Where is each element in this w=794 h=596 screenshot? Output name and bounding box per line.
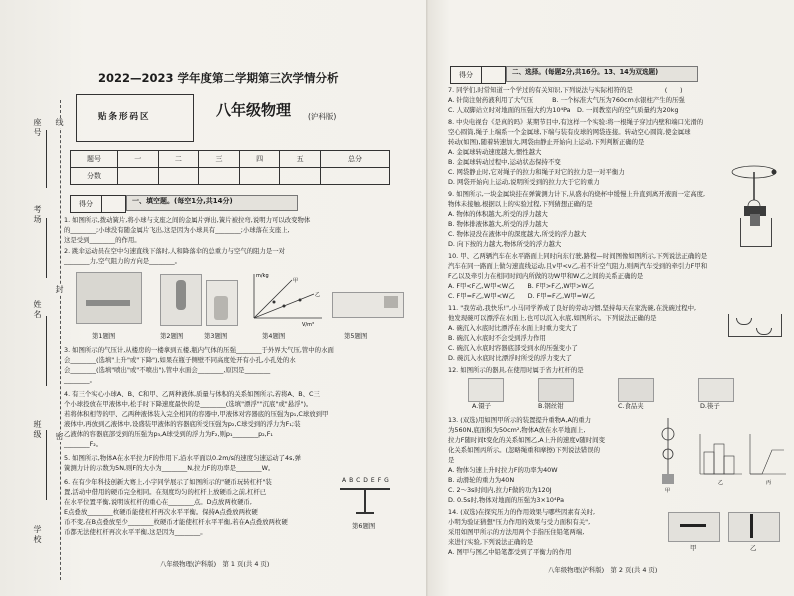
question-line: C. 碗沉入水底时容器底部受到水的压强变小了 <box>448 344 578 352</box>
section2-score-input[interactable] <box>482 67 506 84</box>
q13-figures <box>650 414 790 494</box>
seat-number-label: 座号 <box>33 118 42 138</box>
figure-caption: 第6题图 <box>352 522 376 530</box>
seal-char-seal: 封 <box>55 285 64 295</box>
lever-base <box>356 512 374 514</box>
name-label: 姓名 <box>33 300 42 320</box>
q13-graph-yi-bar <box>714 444 724 474</box>
q14-fig-label: 乙 <box>750 544 757 552</box>
question-line: 个小球投放在甲液体中,松手时下降速度最快的是________(选填"漂浮""沉底"或"悬浮")。 <box>64 400 313 408</box>
question-line: 在水平位置平衡,说明该杠杆的重心在________点。D点放两枚硬币, <box>64 498 252 506</box>
school-label: 学校 <box>33 525 42 545</box>
q9-metal-block <box>750 214 760 226</box>
section2-score-box <box>450 66 506 84</box>
question-line: D. 网袋开始向上运动,说明所受到的拉力大于它的重力 <box>448 178 600 186</box>
q14-hands-fig-jia <box>668 512 720 542</box>
question-line: B. 动滑轮的重力为40N <box>448 476 515 484</box>
question-line: 汽车在同一路面上做匀速直线运动,且v甲<v乙,若不计空气阻力,则两汽车受到的牵引力F甲和 <box>448 262 708 270</box>
question-line: 12. 如图所示的器具,在使用时属于省力杠杆的是 <box>448 366 584 374</box>
question-line: 9. 如图所示,一块金属块挂在弹簧测力计下,从盛水的烧杯中缓慢上升直到离开液面一定高度, <box>448 190 706 198</box>
section2-title: 二、选择。(每题2分,共16分。13、14为双选题) <box>512 68 659 76</box>
q14-pencil <box>750 514 753 538</box>
question-line: 置,活动中借用的硬币完全相同。在刻度均匀的杠杆上放硬币之前,杠杆已 <box>64 488 267 496</box>
question-line: 液体中,再放到乙液体中,设盛装甲液体的容器底所受压强为p₂,C球受到的浮力为F₁;装 <box>64 420 301 428</box>
q13-fig-label: 甲 <box>665 488 671 494</box>
question-line: A. 物体的体积越大,所受的浮力越大 <box>448 210 548 218</box>
q13-graph-bing-line <box>750 450 784 474</box>
section1-title: 一、填空题。(每空1分,共14分) <box>132 197 233 205</box>
question-line: B. 物体排液体越大,所受的浮力越大 <box>448 220 548 228</box>
section1-score-box <box>70 195 126 213</box>
question-line: A. 图甲与图乙中铅笔都受到了平衡力的作用 <box>448 548 572 556</box>
q14-pencil <box>680 524 706 527</box>
q4-point <box>299 299 302 302</box>
question-line: A. 物体匀速上升时拉力F的功率为40W <box>448 466 558 474</box>
score-table-header-cell: 一 <box>118 151 159 168</box>
question-line: ________F₂。 <box>64 440 103 448</box>
question-line: 会________(选填"喷出"或"不喷出"),管中水面会________,原因是________ <box>64 366 271 374</box>
question-line: 3. 如图所示的气压计,从楼房的一楼拿到五楼,瓶内气体的压强________于外界大气压,管中的水面 <box>64 346 334 354</box>
q4-graph <box>244 268 328 328</box>
score-table-header-cell: 题号 <box>71 151 118 168</box>
q4-point <box>273 301 276 304</box>
question-line: C. 人双脚站立时对地面的压强大约为10⁴Pa D. 一间教室内的空气质量约为20kg <box>448 106 679 114</box>
seal-char-secret: 密 <box>55 432 64 442</box>
question-line: 13. (双选)用如图甲所示的装置提升重物A,A的重力 <box>448 416 591 424</box>
q4-y-label: m/kg <box>256 273 269 279</box>
tool-label: C.食品夹 <box>618 402 644 410</box>
question-line: 物体未接触,根据以上的实验过程,下列猜想正确的是 <box>448 200 593 208</box>
question-line: 5. 如图所示,物体A在水平拉力F的作用下,沿水平面以0.2m/s的速度匀速运动了4s,弹 <box>64 454 301 462</box>
exam-room-label: 考场 <box>33 205 42 225</box>
question-line: E点叠放________枚硬币能使杠杆再次水平平衡。保持A点叠放两枚硬 <box>64 508 258 516</box>
question-line: 空心圆筒,绳子上端系一个金属球,下端与装有皮球的网袋连接。转动空心圆筒,使金属球 <box>448 128 691 136</box>
score-cell[interactable] <box>199 168 240 185</box>
question-line: D. 向下按的力越大,物体所受的浮力越大 <box>448 240 562 248</box>
question-line: D. 0.5s时,物体对地面的压强为3×10⁴Pa <box>448 496 565 504</box>
name-line <box>46 316 47 386</box>
score-cell[interactable] <box>118 168 159 185</box>
question-line: D. 碗沉入水底时比漂浮时所受的浮力变大了 <box>448 354 573 362</box>
question-line: 来进行实验,下列说法正确的是 <box>448 538 534 546</box>
tool-tweezers <box>468 378 504 402</box>
question-line: C. F甲=F乙,W甲<W乙 D. F甲=F乙,W甲=W乙 <box>448 292 595 300</box>
question-line: C. 2～3s时间内,拉力F做的功为120J <box>448 486 552 494</box>
figure-caption: 第2题图 <box>160 332 184 340</box>
question-line: 1. 如图所示,拨动簧片,将小球与支座之间的金属片弹出,簧片被拉弯,说明力可以改变物体 <box>64 216 311 224</box>
score-row-label: 分数 <box>71 168 118 185</box>
lever-letters: ABCDEFG <box>342 477 392 484</box>
score-table-header-cell: 二 <box>158 151 199 168</box>
score-table-header-row <box>71 151 390 168</box>
question-line: 2. 跳伞运动员在空中匀速直线下落时,人和降落伞的总重力与空气的阻力是一对 <box>64 247 286 255</box>
page-footer: 八年级物理(沪科版) 第 2 页(共 4 页) <box>548 566 658 574</box>
question-line: 会________(选填"上升"或"下降"),如果在瓶子侧壁不同高度处开有小孔,小孔处的水 <box>64 356 296 364</box>
q13-graph-yi-bar <box>704 452 714 474</box>
tool-chopsticks <box>698 378 734 402</box>
question-line: 若将体积相等的甲、乙两种液体装入完全相同的容器中,甲液体对容器底的压强为p₁,C球放到甲 <box>64 410 329 418</box>
question-line: 是 <box>448 456 455 464</box>
figure-caption: 第1题图 <box>92 332 116 340</box>
score-table-header-cell: 四 <box>239 151 280 168</box>
tool-label: D.筷子 <box>700 402 720 410</box>
seal-dashed-line <box>60 100 61 580</box>
score-table-header-cell: 三 <box>199 151 240 168</box>
q8-ball <box>772 170 777 175</box>
q14-hands-fig-yi <box>728 512 780 542</box>
question-line: F乙以及牵引力在相同时间内所做的功W甲和W乙之间的关系正确的是 <box>448 272 644 280</box>
score-cell[interactable] <box>320 168 389 185</box>
subject-title: 八年级物理 <box>216 101 292 119</box>
question-line: 转动(如图),随着转速加大,网袋由静止开始向上运动,下列判断正确的是 <box>448 138 645 146</box>
section1-defen-label: 得分 <box>71 196 102 213</box>
question-line: 4. 有三个实心小球A、B、C和甲、乙两种液体,质量与体积的关系如图所示,若将A、B、C三 <box>64 390 320 398</box>
q2-parachutist <box>176 280 186 310</box>
tool-label: A.镊子 <box>472 402 492 410</box>
q1-stand <box>86 300 130 306</box>
score-cell[interactable] <box>239 168 280 185</box>
score-cell[interactable] <box>158 168 199 185</box>
figure-caption: 第5题图 <box>344 332 368 340</box>
figure-caption: 第3题图 <box>204 332 228 340</box>
seal-char-line: 线 <box>55 118 64 128</box>
class-label: 班级 <box>33 420 42 440</box>
q4-line-jia <box>254 280 292 318</box>
question-line: 6. 在有少年科技创新大赛上,小宇同学展示了如图所示的"硬币玩转杠杆"装 <box>64 478 272 486</box>
q13-weight-A <box>662 474 674 484</box>
question-line: 11. "我劳动,我快乐!",小马同学养成了良好的劳动习惯,坚持每天在家洗碗,在洗碗过程中, <box>448 304 697 312</box>
question-line: B. 金属球转动过程中,运动状态保持不变 <box>448 158 561 166</box>
question-line: 币都无法使杠杆再次水平平衡,这是因为________。 <box>64 528 207 536</box>
seat-number-line <box>46 130 47 188</box>
question-line: 乙液体的容器底部受到的压强为p₃,A球受到的浮力为F₂,则p₁________p₂,F₁ <box>64 430 273 438</box>
tool-label: B.钢丝钳 <box>538 402 564 410</box>
question-line: 拉力F随时间t变化的关系如图乙,A上升的速度v随时间变 <box>448 436 605 444</box>
question-line: 14. (双选)在探究压力的作用效果与哪些因素有关时, <box>448 508 596 516</box>
section2-defen-label: 得分 <box>451 67 482 84</box>
score-cell[interactable] <box>280 168 321 185</box>
question-line: 为560N,底面积为50cm²,物体A放在水平地面上, <box>448 426 586 434</box>
q5-block-A <box>384 296 398 308</box>
question-line: A. 针筒注射药液利用了大气压 B. 一个标准大气压为760cm水银柱产生的压强 <box>448 96 685 104</box>
question-line: 簧测力计的示数为5N,则F的大小为________N,拉力F的功率是________W。 <box>64 464 275 472</box>
question-line: 8. 中央电视台《是真的吗》某期节目中,有这样一个实验:将一根绳子穿过内壁和端口光滑的 <box>448 118 704 126</box>
question-line: C. 网袋静止时,它对绳子的拉力和绳子对它的拉力是一对平衡力 <box>448 168 625 176</box>
question-line: A. 金属球转动速度越大,惯性越大 <box>448 148 542 156</box>
q13-fig-label: 丙 <box>766 480 772 486</box>
question-line: 化关系如图丙所示。(忽略绳重和摩擦)下列说法错误的 <box>448 446 600 454</box>
question-line: 采用如图甲所示的方法用两个手指压住铅笔两端, <box>448 528 585 536</box>
tool-wire-cutter <box>538 378 574 402</box>
figure-caption: 第4题图 <box>262 332 286 340</box>
question-line: A. F甲<F乙,W甲<W乙 B. F甲>F乙,W甲>W乙 <box>448 282 595 290</box>
q1-figure <box>76 272 142 324</box>
tool-food-tongs <box>618 378 654 402</box>
question-line: C. 物体浸没在液体中的深度越大,所受的浮力越大 <box>448 230 587 238</box>
q3-bottle <box>214 296 228 320</box>
section1-score-input[interactable] <box>102 196 126 213</box>
exam-title: 2022—2023 学年度第二学期第三次学情分析 <box>98 71 339 85</box>
lever-stand <box>364 490 366 512</box>
question-line: B. 碗沉入水底时不会受到浮力作用 <box>448 334 546 342</box>
q4-label-yi: 乙 <box>315 292 321 298</box>
q4-label-jia: 甲 <box>293 278 299 284</box>
q4-x-label: V/m³ <box>302 322 314 328</box>
q4-point <box>283 305 286 308</box>
question-line: 币不变,在B点叠放至少________枚硬币才能使杠杆水平平衡,若在A点叠放两枚硬 <box>64 518 288 526</box>
question-line: 7. 同学们,时常知道一个学过的有关知识,下列说法与实际相符的是 ( ) <box>448 86 683 94</box>
exam-page-right <box>428 0 794 596</box>
score-table <box>70 150 390 185</box>
question-line: 小明为验证猜想"压力作用的效果与受力面积有关", <box>448 518 591 526</box>
class-line <box>46 430 47 500</box>
q13-graph-yi-bar <box>724 456 734 474</box>
edition-label: (沪科版) <box>308 112 337 121</box>
page-footer: 八年级物理(沪科版) 第 1 页(共 4 页) <box>160 560 270 568</box>
score-table-header-cell: 五 <box>280 151 321 168</box>
score-table-header-cell: 总分 <box>320 151 389 168</box>
question-line: 这是受到________的作用。 <box>64 236 141 244</box>
question-line: 10. 甲、乙两辆汽车在水平路面上同时向东行驶,路程—时间图像如图所示,下列说法正确的是 <box>448 252 708 260</box>
question-line: ________。 <box>64 376 96 384</box>
question-line: A. 碗沉入水底时比漂浮在水面上时重力变大了 <box>448 324 578 332</box>
question-line: 他发现碗可以漂浮在水面上,也可以沉入水底,如图所示。下列说法正确的是 <box>448 314 657 322</box>
q13-fig-label: 乙 <box>718 480 724 486</box>
q14-fig-label: 甲 <box>690 544 697 552</box>
barcode-label: 贴条形码区 <box>98 112 151 122</box>
exam-room-line <box>46 218 47 278</box>
score-table-score-row <box>71 168 390 185</box>
question-line: ________力,空气阻力的方向是________。 <box>64 257 182 265</box>
question-line: 的________;小球没有随金属片飞出,这是因为小球具有________;小球落在支座上, <box>64 226 290 234</box>
